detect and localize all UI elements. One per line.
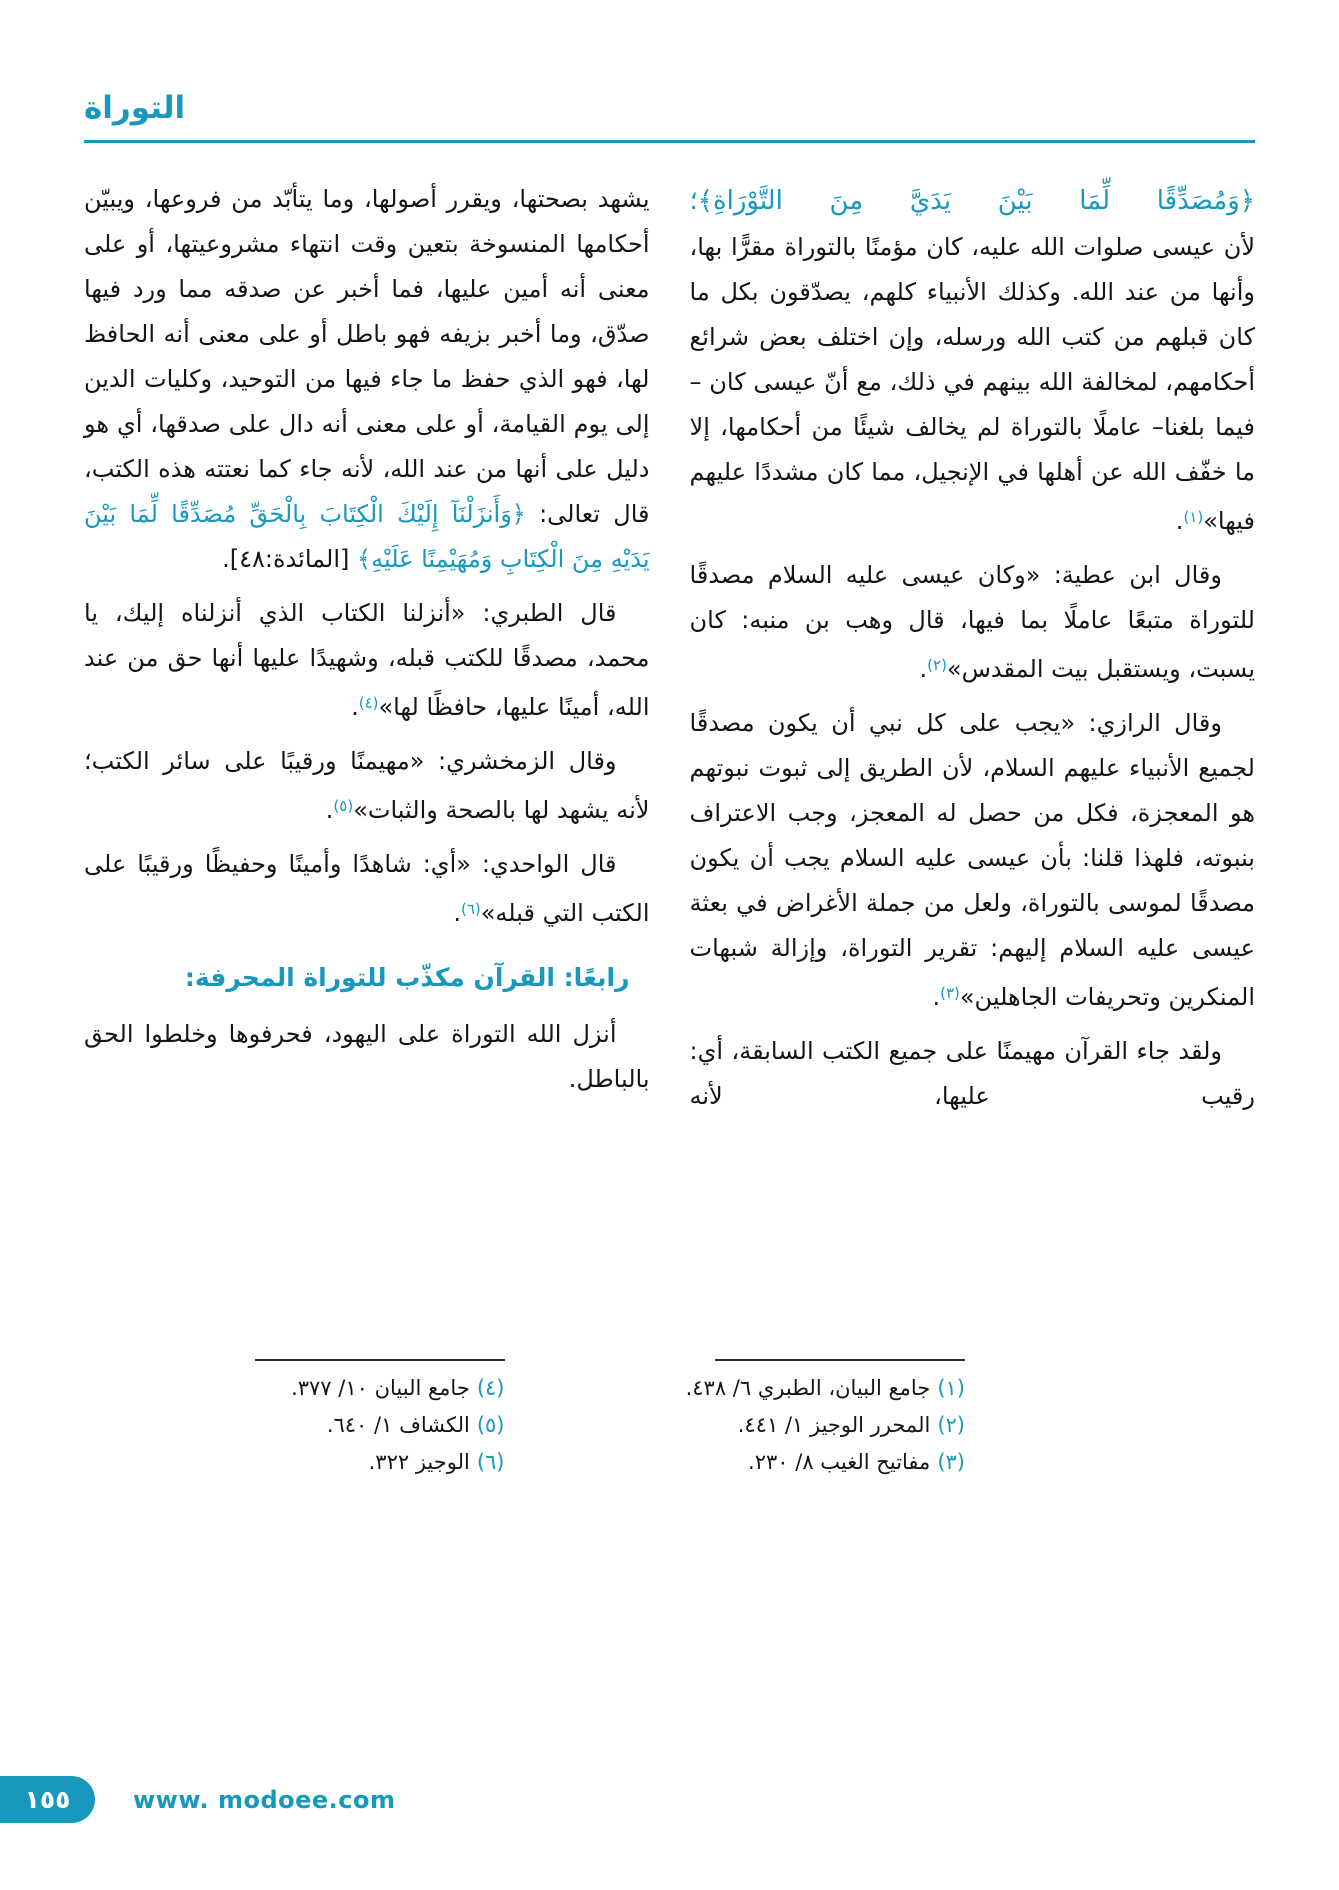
footnote-number: (٥) [476,1413,505,1437]
text-columns [0,143,1339,1481]
paragraph [690,701,1256,1020]
footnote-number: (٣) [937,1450,965,1474]
footnote-text: جامع البيان، الطبري ٦/ ٤٣٨. [685,1376,931,1400]
footnotes-left [255,1359,505,1481]
footnote-item [255,1370,505,1407]
page-header [0,0,1339,128]
quran-verse: ﴿وَمُصَدِّقًا لِّمَا بَيْنَ يَدَيَّ مِنَ التَّوْرَاةِ﴾؛ [689,186,1255,216]
running-head-title: التوراة [84,90,186,126]
footnote-item [686,1407,965,1444]
section-heading: رابعًا: القرآن مكذّب للتوراة المحرفة: [184,963,630,992]
body-text: وقال ابن عطية: «وكان عيسى عليه السلام مصدقًا للتوراة متبعًا عاملًا بما فيها، قال وهب بن منبه: كان يسبت، ويستقبل بيت المقدس» [689,561,1255,683]
footnote-marker: (١) [1183,508,1204,526]
body-text: لأن عيسى صلوات الله عليه، كان مؤمنًا بالتوراة مقرًّا بها، وأنها من عند الله. وكذلك الأنبياء كلهم، يصدّقون بكل ما كان قبلهم من كتب الله ورسله، وإن اختلف بعض شرائع أحكامهم، لمخالفة الله بينهم في ذلك، مع أنّ عيسى كان –فيما بلغنا– عاملًا بالتوراة لم يخالف شيئًا من أحكامها، إلا ما خفّف الله عن أهلها في الإنجيل، مما كان مشددًا عليهم فيها» [689,233,1255,535]
paragraph [690,1029,1256,1119]
paragraph [84,591,650,730]
footnote-number: (١) [937,1376,965,1400]
body-text: . [453,899,461,927]
body-text: . [919,655,928,683]
footnote-marker: (٤) [358,694,379,712]
body-text: . [1175,507,1184,535]
page-number-badge: ١٥٥ [0,1776,95,1823]
footnote-item [255,1444,505,1481]
footnote-rule [255,1359,505,1361]
body-text: وقال الرازي: «يجب على كل نبي أن يكون مصدقًا لجميع الأنبياء عليهم السلام، لأن الطريق إلى ثبوت نبوتهم هو المعجزة، فكل من حصل له المعجز، وجب الاعتراف بنبوته، فلهذا قلنا: بأن عيسى عليه السلام يجب أن يكون مصدقًا لموسى بالتوراة، ولعل من جملة الأغراض في بعثة عيسى عليه السلام إليهم: تقرير التوراة، وإزالة شبهات المنكرين وتحريفات الجاهلين» [689,709,1255,1011]
footnote-text: المحرر الوجيز ١/ ٤٤١. [737,1413,931,1437]
verse-reference: [المائدة:٤٨]. [222,545,358,573]
paragraph [690,177,1256,544]
footnote-number: (٤) [476,1376,505,1400]
body-text: أنزل الله التوراة على اليهود، فحرفوها وخلطوا الحق بالباطل. [84,1020,650,1093]
footnote-text: الوجيز ٣٢٢. [368,1450,470,1474]
footnote-number: (٦) [476,1450,505,1474]
body-text: . [932,983,941,1011]
footnote-marker: (٥) [333,797,354,815]
footnote-item [686,1444,965,1481]
website-url: www. modoee.com [133,1786,396,1814]
body-text: يشهد بصحتها، ويقرر أصولها، وما يتأبّد من فروعها، ويبيّن أحكامها المنسوخة بتعين وقت انتهاء مشروعيتها، أو على معنى أنه أمين عليها، فما أخبر عن صدقه مما ورد فيها صدّق، وما أخبر بزيفه فهو باطل أو على معنى أنه الحافظ لها، فهو الذي حفظ ما جاء فيها من التوحيد، وكليات الدين إلى يوم القيامة، أو على معنى أنه دال على صدقها، أي هو دليل على أنها من عند الله، لأنه جاء كما نعتته هذه الكتب، قال تعالى: [84,185,650,528]
footnote-marker: (٣) [940,984,960,1002]
footnote-marker: (٢) [927,656,947,674]
footnote-number: (٢) [937,1413,965,1437]
footnotes-right [686,1359,965,1481]
body-text: قال الطبري: «أنزلنا الكتاب الذي أنزلناه إليك، يا محمد، مصدقًا للكتب قبله، وشهيدًا عليها أنها حق من عند الله، أمينًا عليها، حافظًا لها» [84,599,650,721]
body-text: . [351,693,359,721]
body-text: ولقد جاء القرآن مهيمنًا على جميع الكتب السابقة، أي: رقيب عليها، لأنه [689,1037,1255,1110]
paragraph [84,842,650,936]
footnote-marker: (٦) [460,900,481,918]
body-text: . [325,796,334,824]
footnote-item [686,1370,965,1407]
body-text: قال الواحدي: «أي: شاهدًا وأمينًا وحفيظًا ورقيبًا على الكتب التي قبله» [84,850,650,927]
paragraph [84,1012,650,1102]
footnote-item [255,1407,505,1444]
paragraph [84,739,650,833]
body-text: وقال الزمخشري: «مهيمنًا ورقيبًا على سائر الكتب؛ لأنه يشهد لها بالصحة والثبات» [84,747,650,824]
footnote-rule [715,1359,965,1361]
column-left [84,177,650,1481]
paragraph [690,553,1256,692]
column-right [685,177,1256,1481]
quran-verse: ﴿وَأَنزَلْنَآ إِلَيْكَ الْكِتَابَ بِالْحَقِّ مُصَدِّقًا لِّمَا بَيْنَ يَدَيْهِ مِنَ الْكِتَابِ وَمُهَيْمِنًا عَلَيْهِ﴾ [84,500,650,573]
footnote-text: جامع البيان ١٠/ ٣٧٧. [291,1376,470,1400]
footnote-text: مفاتيح الغيب ٨/ ٢٣٠. [748,1450,931,1474]
footnote-text: الكشاف ١/ ٦٤٠. [326,1413,470,1437]
paragraph [84,177,650,582]
